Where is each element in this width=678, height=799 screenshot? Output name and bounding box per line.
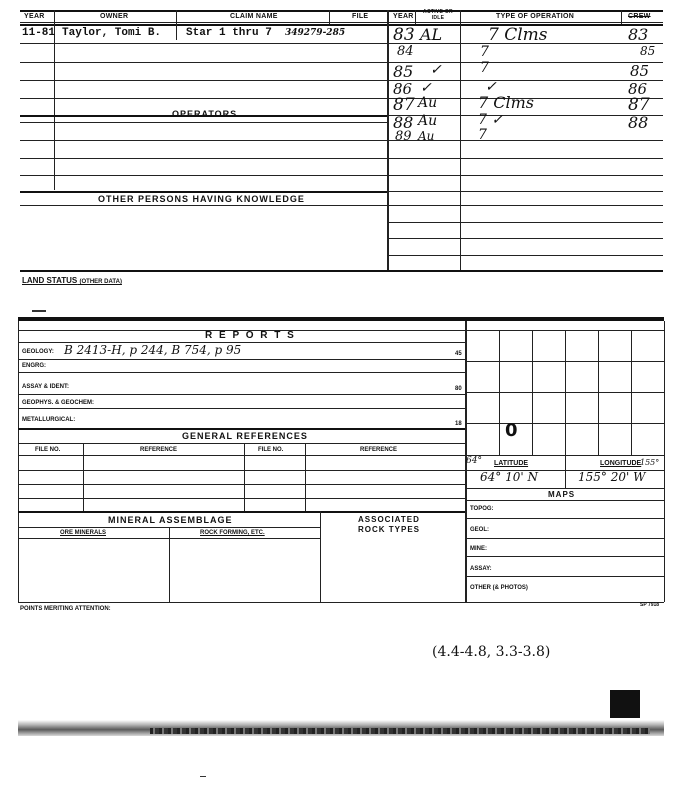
land-status-sublabel: (OTHER DATA) bbox=[79, 279, 122, 285]
op-crew: 87 bbox=[628, 95, 650, 115]
op-status: Au bbox=[418, 95, 438, 111]
ref-header-reference: REFERENCE bbox=[140, 447, 178, 453]
op-year: 89 bbox=[395, 129, 412, 144]
op-type: 7 bbox=[478, 127, 487, 143]
maps-label: MAPS bbox=[548, 490, 576, 499]
report-num: 80 bbox=[455, 386, 462, 392]
op-year: 88 bbox=[393, 113, 414, 132]
op-year: 84 bbox=[397, 44, 414, 59]
header-type-of-operation: TYPE OF OPERATION bbox=[496, 13, 575, 20]
op-crew: 85 bbox=[630, 62, 650, 80]
op-crew: 86 bbox=[628, 80, 648, 98]
op-year: 83 bbox=[393, 25, 415, 45]
header-claim-name: CLAIM NAME bbox=[230, 13, 278, 20]
ref-header-file-no: FILE NO. bbox=[35, 447, 61, 453]
op-type: ✓ bbox=[485, 79, 497, 95]
header-active-idle: ACTIVE OR IDLE bbox=[423, 9, 453, 21]
op-crew: 88 bbox=[628, 113, 649, 132]
rock-forming-header: ROCK FORMING, ETC. bbox=[200, 530, 265, 536]
maps-row: MINE: bbox=[470, 546, 487, 552]
op-crew: 83 bbox=[628, 25, 649, 44]
op-type: 7 ✓ bbox=[478, 112, 504, 128]
scan-artifact-noise bbox=[150, 728, 650, 734]
latitude-label: LATITUDE bbox=[494, 460, 529, 467]
scan-artifact-block bbox=[610, 690, 640, 718]
op-status: ✓ bbox=[430, 62, 442, 78]
operators-label: OPERATORS bbox=[172, 109, 238, 119]
maps-row: ASSAY: bbox=[470, 566, 492, 572]
op-type: 7 bbox=[480, 44, 489, 60]
op-year: 87 bbox=[393, 95, 415, 115]
op-crew: 85 bbox=[640, 44, 656, 58]
owner-row-file: 349279-285 bbox=[285, 28, 346, 38]
report-label: METALLURGICAL: bbox=[22, 417, 76, 423]
owner-row-claim-name: Star 1 thru 7 bbox=[186, 27, 272, 39]
ref-header-file-no-2: FILE NO. bbox=[258, 447, 284, 453]
maps-row: GEOL: bbox=[470, 527, 489, 533]
op-type: 7 bbox=[480, 60, 489, 76]
op-type: 7 Clms bbox=[488, 25, 548, 45]
op-status: ✓ bbox=[420, 80, 432, 96]
report-label: GEOLOGY: bbox=[22, 349, 54, 355]
op-status: Au bbox=[418, 113, 438, 129]
smudge-mark bbox=[32, 310, 46, 312]
ref-header-reference-2: REFERENCE bbox=[360, 447, 398, 453]
owner-row-owner: Taylor, Tomi B. bbox=[62, 27, 162, 39]
general-references-title: GENERAL REFERENCES bbox=[182, 431, 308, 441]
ore-minerals-header: ORE MINERALS bbox=[60, 530, 107, 536]
header-crew: CREW bbox=[628, 13, 651, 20]
latitude-prefix: 64° bbox=[466, 456, 482, 466]
land-status-label: LAND STATUS bbox=[22, 276, 78, 285]
report-value: B 2413-H, p 244, B 754, p 95 bbox=[64, 343, 242, 357]
other-persons-label: OTHER PERSONS HAVING KNOWLEDGE bbox=[98, 194, 305, 204]
header-file: FILE bbox=[352, 13, 369, 20]
report-label: ENGRG: bbox=[22, 363, 46, 369]
header-year-2: YEAR bbox=[393, 13, 414, 20]
op-status: AL bbox=[420, 25, 443, 44]
handwritten-code: (4.4-4.8, 3.3-3.8) bbox=[432, 644, 551, 660]
scan-artifact-dash bbox=[200, 776, 206, 777]
header-year: YEAR bbox=[24, 13, 45, 20]
associated-label: ASSOCIATED bbox=[358, 515, 420, 524]
latitude-value: 64° 10' N bbox=[480, 470, 538, 484]
op-status: Au bbox=[418, 129, 435, 143]
longitude-label: LONGITUDE bbox=[600, 460, 642, 467]
header-owner: OWNER bbox=[100, 13, 129, 20]
longitude-suffix: 155° bbox=[640, 458, 660, 467]
op-year: 86 bbox=[393, 80, 413, 98]
points-meriting-label: POINTS MERITING ATTENTION: bbox=[20, 606, 111, 612]
owner-row-year: 11-81 bbox=[22, 27, 56, 39]
report-label: ASSAY & IDENT: bbox=[22, 384, 70, 390]
mineral-assemblage-title: MINERAL ASSEMBLAGE bbox=[108, 515, 233, 525]
form-code: SP 7918 bbox=[640, 602, 660, 608]
report-num: 18 bbox=[455, 421, 462, 427]
maps-row: TOPOG: bbox=[470, 506, 494, 512]
op-year: 85 bbox=[393, 62, 414, 81]
longitude-value: 155° 20' W bbox=[578, 470, 646, 484]
reports-title: R E P O R T S bbox=[205, 330, 296, 341]
maps-row: OTHER (& PHOTOS) bbox=[470, 585, 528, 591]
op-type: 7 Clms bbox=[478, 93, 535, 112]
report-label: GEOPHYS. & GEOCHEM: bbox=[22, 400, 95, 406]
rock-types-label: ROCK TYPES bbox=[358, 525, 421, 534]
grid-mark: 0 bbox=[505, 420, 518, 441]
report-num: 45 bbox=[455, 351, 462, 357]
